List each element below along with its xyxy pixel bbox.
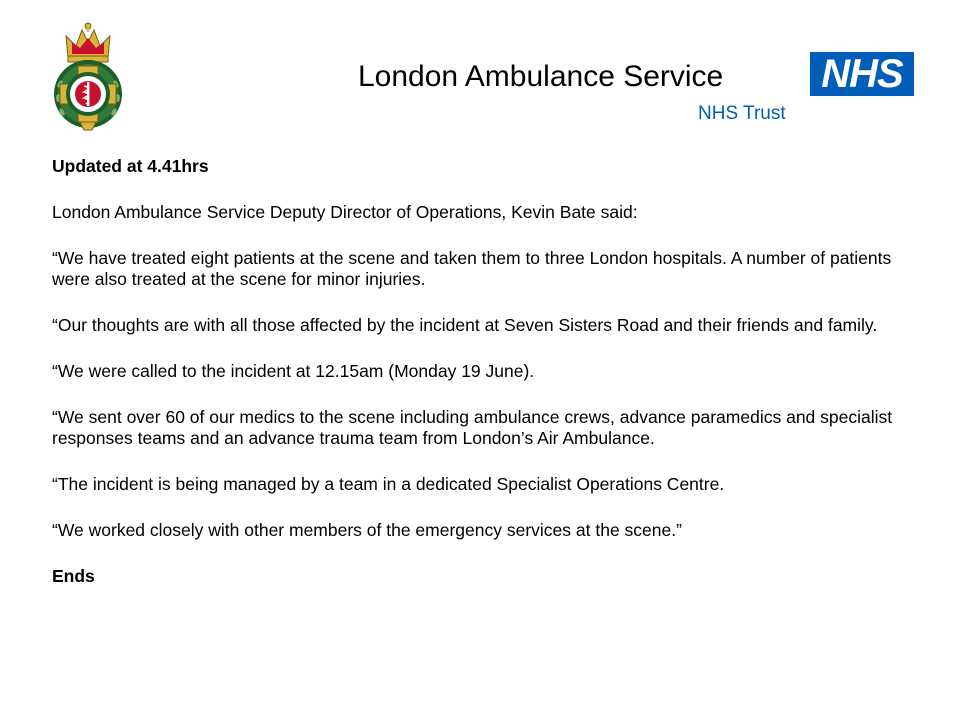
organisation-name: London Ambulance Service <box>358 60 724 93</box>
statement-paragraph: “We sent over 60 of our medics to the scene including ambulance crews, advance paramedics and specialist responses teams and an advance trauma team from London’s Air Ambulance. <box>52 407 893 448</box>
london-ambulance-crest-icon <box>46 18 130 132</box>
statement-body <box>52 156 918 587</box>
statement-paragraph: “Our thoughts are with all those affected by the incident at Seven Sisters Road and their friends and family. <box>52 315 878 335</box>
statement-ends: Ends <box>52 566 95 586</box>
statement-paragraph: “We have treated eight patients at the scene and taken them to three London hospitals. A number of patients were also treated at the scene for minor injuries. <box>52 248 892 289</box>
trust-name: NHS Trust <box>698 103 786 124</box>
statement-paragraph: “We were called to the incident at 12.15am (Monday 19 June). <box>52 361 535 381</box>
updated-time: Updated at 4.41hrs <box>52 156 209 176</box>
statement-paragraph: “The incident is being managed by a team in a dedicated Specialist Operations Centre. <box>52 474 725 494</box>
statement-paragraph: “We worked closely with other members of the emergency services at the scene.” <box>52 520 682 540</box>
crown-icon <box>66 23 110 62</box>
nhs-logo: NHS <box>810 52 914 96</box>
statement-intro: London Ambulance Service Deputy Director of Operations, Kevin Bate said: <box>52 202 638 222</box>
